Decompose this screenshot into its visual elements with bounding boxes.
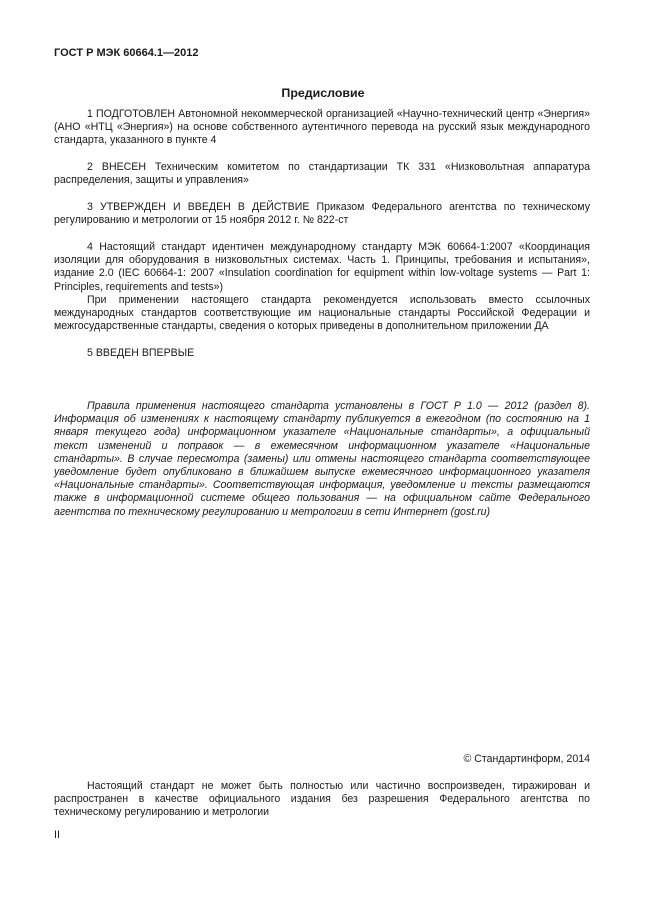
notice-application-rules: Правила применения настоящего стандарта установлены в ГОСТ Р 1.0 — 2012 (раздел 8). Информация об изменениях к настоящему стандарту публикуется в ежегодном (по состоянию на 1 января текущего года) информационном указателе «Национальные стандарты», а официальный текст изменений и поправок — в ежемесячном информационном указателе «Национальные стандарты». В случае пересмотра (замены) или отмены настоящего стандарта соответствующее уведомление будет опубликовано в ближайшем выпуске ежемесячного информационного указателя «Национальные стандарты». Соответствующая информация, уведомление и тексты размещаются также в информационной системе общего пользования — на официальном сайте Федерального агентства по техническому регулированию и метрологии в сети Интернет (gost.ru) (54, 400, 590, 518)
paragraph-approved: 3 УТВЕРЖДЕН И ВВЕДЕН В ДЕЙСТВИЕ Приказом Федерального агентства по техническому регулированию и метрологии от 15 ноября 2012 г. № 822-ст (54, 201, 590, 227)
document-standard-code: ГОСТ Р МЭК 60664.1—2012 (54, 47, 199, 59)
paragraph-introduced-by: 2 ВНЕСЕН Техническим комитетом по стандартизации ТК 331 «Низковольтная аппаратура распределения, защиты и управления» (54, 161, 590, 187)
paragraph-prepared-by: 1 ПОДГОТОВЛЕН Автономной некоммерческой организацией «Научно-технический центр «Энергия» (АНО «НТЦ «Энергия») на основе собственного аутентичного перевода на русский язык международного стандарта, указанного в пункте 4 (54, 108, 590, 147)
reproduction-notice: Настоящий стандарт не может быть полностью или частично воспроизведен, тиражирован и распространен в качестве официального издания без разрешения Федерального агентства по техническому регулированию и метрологии (54, 780, 590, 819)
page-title: Предисловие (281, 86, 365, 100)
copyright-notice: © Стандартинформ, 2014 (463, 753, 590, 765)
paragraph-first-introduced: 5 ВВЕДЕН ВПЕРВЫЕ (87, 347, 195, 359)
paragraph-reference-standards: При применении настоящего стандарта рекомендуется использовать вместо ссылочных международных стандартов соответствующие им национальные стандарты Российской Федерации и межгосударственные стандарты, сведения о которых приведены в дополнительном приложении ДА (54, 294, 590, 333)
page-number: II (54, 829, 60, 841)
paragraph-identical-standard: 4 Настоящий стандарт идентичен международному стандарту МЭК 60664-1:2007 «Координация изоляции для оборудования в низковольтных системах. Часть 1. Принципы, требования и испытания», издание 2.0 (IEC 60664-1: 2007 «Insulation coordination for equipment within low-voltage systems — Part 1: Principles, requirements and tests») (54, 241, 590, 293)
